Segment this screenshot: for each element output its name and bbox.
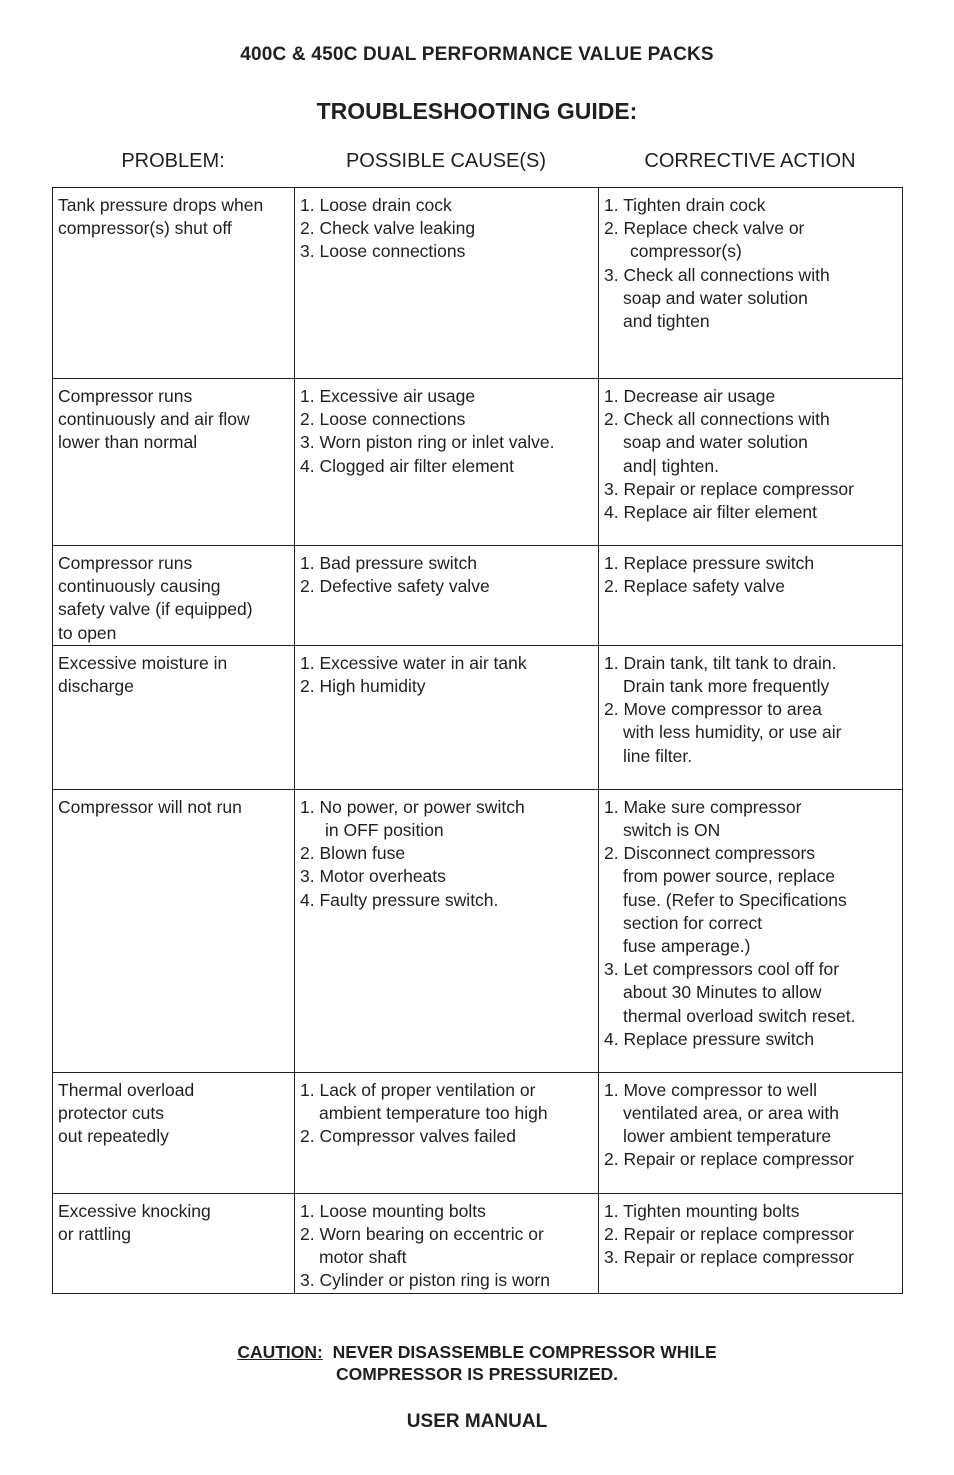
cause-line: 3. Loose connections xyxy=(300,241,466,262)
cause-line: 1. Loose mounting bolts xyxy=(300,1200,486,1221)
action-line: 3. Let compressors cool off for xyxy=(604,959,840,980)
cause-line: 3. Cylinder or piston ring is worn xyxy=(300,1270,550,1291)
cause-line: 2. Compressor valves failed xyxy=(300,1126,516,1147)
cause-line: ambient temperature too high xyxy=(319,1103,548,1124)
action-line: 2. Disconnect compressors xyxy=(604,843,816,864)
caution-label: CAUTION: xyxy=(237,1342,323,1362)
table-row xyxy=(53,379,903,546)
action-cell xyxy=(599,1193,903,1293)
problem-line: Compressor runs xyxy=(58,386,193,406)
cause-line: 3. Motor overheats xyxy=(300,866,446,887)
action-line: lower ambient temperature xyxy=(623,1126,832,1147)
problem-line: Excessive moisture in xyxy=(58,652,228,673)
cause-line: 4. Faulty pressure switch. xyxy=(300,889,499,910)
cause-line: 3. Worn piston ring or inlet valve. xyxy=(300,432,555,453)
cause-line: 1. No power, or power switch xyxy=(300,796,525,817)
action-cell xyxy=(599,789,903,1072)
action-line: 2. Move compressor to area xyxy=(604,699,822,720)
problem-line: lower than normal xyxy=(58,432,198,453)
cause-line: in OFF position xyxy=(325,820,444,841)
problem-line: protector cuts xyxy=(58,1103,165,1124)
problem-line: discharge xyxy=(58,676,134,697)
footer-user-manual: USER MANUAL xyxy=(406,1411,548,1432)
problem-cell xyxy=(53,379,295,546)
column-header-possible-causes: POSSIBLE CAUSE(S) xyxy=(345,150,547,172)
action-line: ventilated area, or area with xyxy=(623,1103,839,1124)
action-line: 4. Replace pressure switch xyxy=(604,1028,815,1049)
cause-line: 2. Blown fuse xyxy=(300,843,406,864)
cause-cell xyxy=(295,379,599,546)
guide-title: TROUBLESHOOTING GUIDE: xyxy=(316,98,638,124)
troubleshooting-table xyxy=(52,187,903,1294)
problem-line: to open xyxy=(58,622,117,643)
problem-cell xyxy=(53,188,295,379)
action-line: line filter. xyxy=(623,745,693,766)
action-line: with less humidity, or use air xyxy=(623,722,842,743)
action-cell xyxy=(599,379,903,546)
problem-line: compressor(s) shut off xyxy=(58,218,232,239)
caution-notice xyxy=(0,1341,954,1385)
cause-cell xyxy=(295,188,599,379)
action-line: and tighten xyxy=(623,311,710,332)
action-line: 1. Drain tank, tilt tank to drain. xyxy=(604,652,837,673)
action-line: 1. Make sure compressor xyxy=(604,796,802,817)
problem-line: Thermal overload xyxy=(58,1079,195,1100)
problem-line: continuously causing xyxy=(58,576,221,597)
action-line: soap and water solution xyxy=(623,432,808,453)
problem-line: out repeatedly xyxy=(58,1126,169,1147)
cause-line: 1. Excessive air usage xyxy=(300,386,476,406)
table-row xyxy=(53,1072,903,1193)
action-line: from power source, replace xyxy=(623,866,836,887)
action-line: soap and water solution xyxy=(623,287,808,308)
action-cell xyxy=(599,188,903,379)
action-line: 2. Check all connections with xyxy=(604,409,830,430)
action-line: Drain tank more frequently xyxy=(623,676,830,697)
problem-line: continuously and air flow xyxy=(58,409,250,430)
action-line: about 30 Minutes to allow xyxy=(623,982,822,1003)
action-line: 1. Replace pressure switch xyxy=(604,553,815,573)
cause-cell xyxy=(295,546,599,646)
action-line: 1. Decrease air usage xyxy=(604,386,776,406)
action-line: section for correct xyxy=(623,912,763,933)
column-header-problem: PROBLEM: xyxy=(121,150,225,172)
cause-cell xyxy=(295,1072,599,1193)
action-cell xyxy=(599,1072,903,1193)
cause-line: motor shaft xyxy=(319,1247,407,1268)
action-line: 1. Tighten drain cock xyxy=(604,195,766,215)
problem-cell xyxy=(53,1072,295,1193)
action-line: 4. Replace air filter element xyxy=(604,502,818,523)
problem-cell xyxy=(53,645,295,789)
action-line: 2. Repair or replace compressor xyxy=(604,1224,854,1245)
action-line: fuse. (Refer to Specifications xyxy=(623,889,847,910)
action-line: 3. Check all connections with xyxy=(604,264,830,285)
problem-line: safety valve (if equipped) xyxy=(58,599,253,620)
cause-line: 4. Clogged air filter element xyxy=(300,455,514,476)
cause-line: 2. Worn bearing on eccentric or xyxy=(300,1224,544,1245)
cause-line: 1. Loose drain cock xyxy=(300,195,452,215)
cause-line: 2. Defective safety valve xyxy=(300,576,490,597)
table-row xyxy=(53,789,903,1072)
cause-line: 1. Bad pressure switch xyxy=(300,553,478,573)
caution-line-2: COMPRESSOR IS PRESSURIZED. xyxy=(336,1364,618,1384)
table-row xyxy=(53,1193,903,1293)
action-line: thermal overload switch reset. xyxy=(623,1005,856,1026)
action-cell xyxy=(599,645,903,789)
table-row xyxy=(53,546,903,646)
action-line: 2. Replace check valve or xyxy=(604,218,805,239)
action-line: 2. Replace safety valve xyxy=(604,576,785,597)
cause-line: 1. Excessive water in air tank xyxy=(300,652,527,673)
problem-line: Compressor will not run xyxy=(58,796,242,817)
problem-cell xyxy=(53,546,295,646)
cause-cell xyxy=(295,789,599,1072)
cause-line: 2. High humidity xyxy=(300,676,426,697)
problem-line: Compressor runs xyxy=(58,553,193,573)
problem-cell xyxy=(53,1193,295,1293)
action-cell xyxy=(599,546,903,646)
action-line: 1. Tighten mounting bolts xyxy=(604,1200,800,1221)
cause-line: 2. Check valve leaking xyxy=(300,218,476,239)
column-header-corrective-action: CORRECTIVE ACTION xyxy=(644,150,856,172)
action-line: switch is ON xyxy=(623,820,721,841)
problem-line: Excessive knocking xyxy=(58,1200,211,1221)
problem-line: Tank pressure drops when xyxy=(58,195,264,215)
action-line: fuse amperage.) xyxy=(623,936,751,957)
table-row xyxy=(53,188,903,379)
table-row xyxy=(53,645,903,789)
problem-cell xyxy=(53,789,295,1072)
problem-line: or rattling xyxy=(58,1224,131,1245)
cause-cell xyxy=(295,1193,599,1293)
cause-line: 1. Lack of proper ventilation or xyxy=(300,1079,536,1100)
cause-cell xyxy=(295,645,599,789)
action-line: compressor(s) xyxy=(630,241,742,262)
cause-line: 2. Loose connections xyxy=(300,409,466,430)
caution-line-1: NEVER DISASSEMBLE COMPRESSOR WHILE xyxy=(332,1342,717,1362)
action-line: 3. Repair or replace compressor xyxy=(604,478,854,499)
document-title: 400C & 450C DUAL PERFORMANCE VALUE PACKS xyxy=(240,44,714,65)
action-line: and| tighten. xyxy=(623,455,720,476)
action-line: 1. Move compressor to well xyxy=(604,1079,817,1100)
action-line: 3. Repair or replace compressor xyxy=(604,1247,854,1268)
action-line: 2. Repair or replace compressor xyxy=(604,1149,854,1170)
